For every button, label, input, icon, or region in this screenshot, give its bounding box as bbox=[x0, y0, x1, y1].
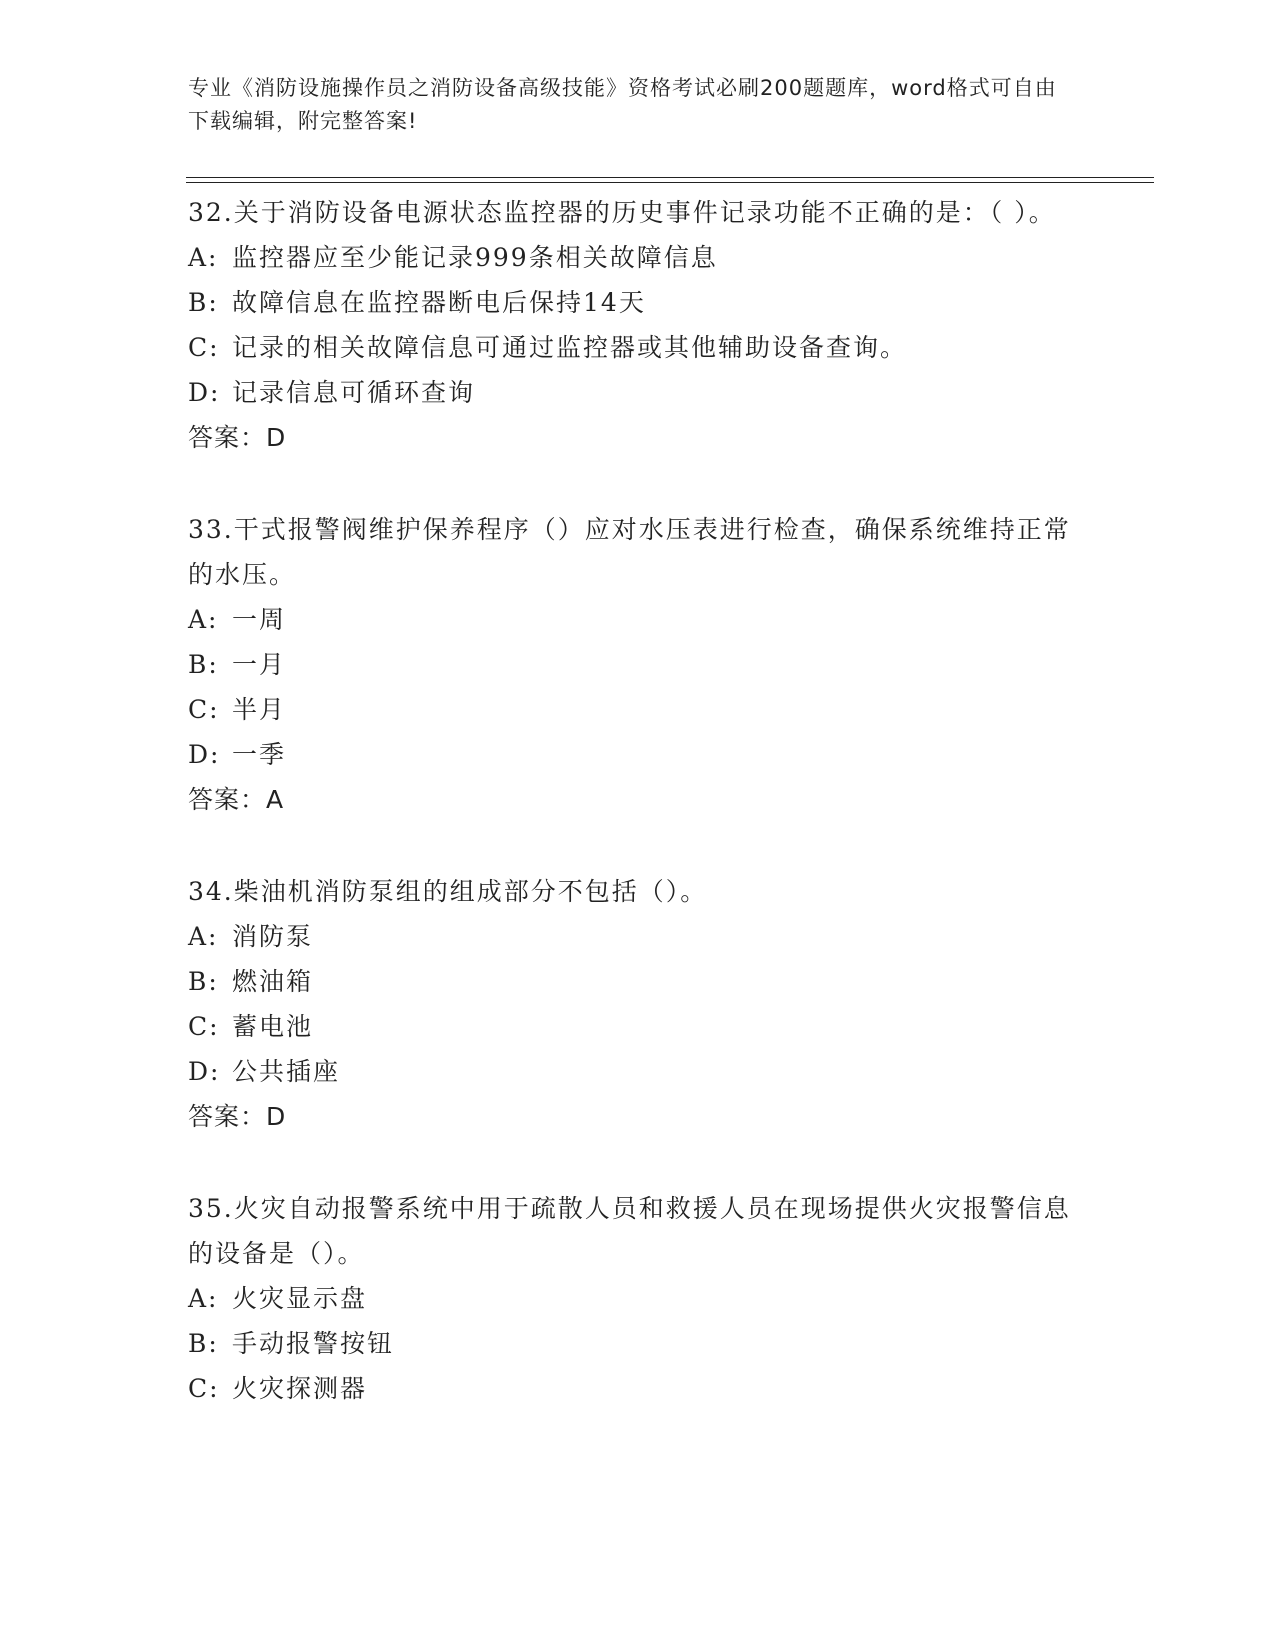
option-text: 监控器应至少能记录999条相关故障信息 bbox=[232, 243, 718, 272]
option-d bbox=[188, 370, 1088, 415]
question-32 bbox=[188, 190, 1088, 460]
option-b bbox=[188, 280, 1088, 325]
option-text: 公共插座 bbox=[232, 1057, 341, 1086]
option-text: 手动报警按钮 bbox=[232, 1329, 395, 1358]
option-key: C: bbox=[188, 333, 220, 362]
option-key: A: bbox=[188, 1284, 219, 1313]
option-text: 燃油箱 bbox=[232, 967, 314, 996]
question-list bbox=[188, 190, 1088, 1458]
answer: 答案：A bbox=[188, 785, 285, 814]
option-text: 一月 bbox=[232, 650, 287, 679]
option-key: B: bbox=[188, 650, 219, 679]
option-a bbox=[188, 1276, 1088, 1321]
header-divider-bottom bbox=[186, 182, 1154, 183]
option-key: A: bbox=[188, 922, 219, 951]
question-stem: 35.火灾自动报警系统中用于疏散人员和救援人员在现场提供火灾报警信息的设备是（）。 bbox=[188, 1194, 1071, 1268]
question-stem: 33.干式报警阀维护保养程序（）应对水压表进行检查，确保系统维持正常的水压。 bbox=[188, 515, 1071, 589]
option-a bbox=[188, 235, 1088, 280]
option-text: 消防泵 bbox=[232, 922, 314, 951]
question-stem: 32.关于消防设备电源状态监控器的历史事件记录功能不正确的是：（ ）。 bbox=[188, 198, 1056, 227]
answer: 答案：D bbox=[188, 423, 287, 452]
option-key: D: bbox=[188, 740, 221, 769]
option-key: C: bbox=[188, 695, 220, 724]
option-key: D: bbox=[188, 1057, 221, 1086]
option-text: 火灾显示盘 bbox=[232, 1284, 368, 1313]
question-34 bbox=[188, 869, 1088, 1139]
document-intro: 专业《消防设施操作员之消防设备高级技能》资格考试必刷200题题库，word格式可自由下载编辑，附完整答案! bbox=[188, 76, 1057, 133]
option-b bbox=[188, 1321, 1088, 1366]
option-text: 火灾探测器 bbox=[232, 1374, 368, 1403]
option-text: 故障信息在监控器断电后保持14天 bbox=[232, 288, 646, 317]
question-33 bbox=[188, 507, 1088, 822]
option-d bbox=[188, 732, 1088, 777]
option-a bbox=[188, 597, 1088, 642]
option-c bbox=[188, 325, 1088, 370]
header-divider-top bbox=[186, 177, 1154, 178]
option-text: 记录信息可循环查询 bbox=[232, 378, 476, 407]
option-key: A: bbox=[188, 243, 219, 272]
option-c bbox=[188, 1004, 1088, 1049]
option-key: C: bbox=[188, 1012, 220, 1041]
option-key: C: bbox=[188, 1374, 220, 1403]
option-text: 记录的相关故障信息可通过监控器或其他辅助设备查询。 bbox=[232, 333, 908, 362]
option-a bbox=[188, 914, 1088, 959]
option-key: D: bbox=[188, 378, 221, 407]
option-c bbox=[188, 687, 1088, 732]
answer: 答案：D bbox=[188, 1102, 287, 1131]
option-key: A: bbox=[188, 605, 219, 634]
option-b bbox=[188, 959, 1088, 1004]
option-key: B: bbox=[188, 967, 219, 996]
option-text: 蓄电池 bbox=[232, 1012, 314, 1041]
option-key: B: bbox=[188, 1329, 219, 1358]
option-key: B: bbox=[188, 288, 219, 317]
option-b bbox=[188, 642, 1088, 687]
option-text: 一季 bbox=[232, 740, 287, 769]
question-35 bbox=[188, 1186, 1088, 1411]
option-d bbox=[188, 1049, 1088, 1094]
question-stem: 34.柴油机消防泵组的组成部分不包括（）。 bbox=[188, 877, 708, 906]
option-c bbox=[188, 1366, 1088, 1411]
option-text: 一周 bbox=[232, 605, 287, 634]
option-text: 半月 bbox=[232, 695, 287, 724]
